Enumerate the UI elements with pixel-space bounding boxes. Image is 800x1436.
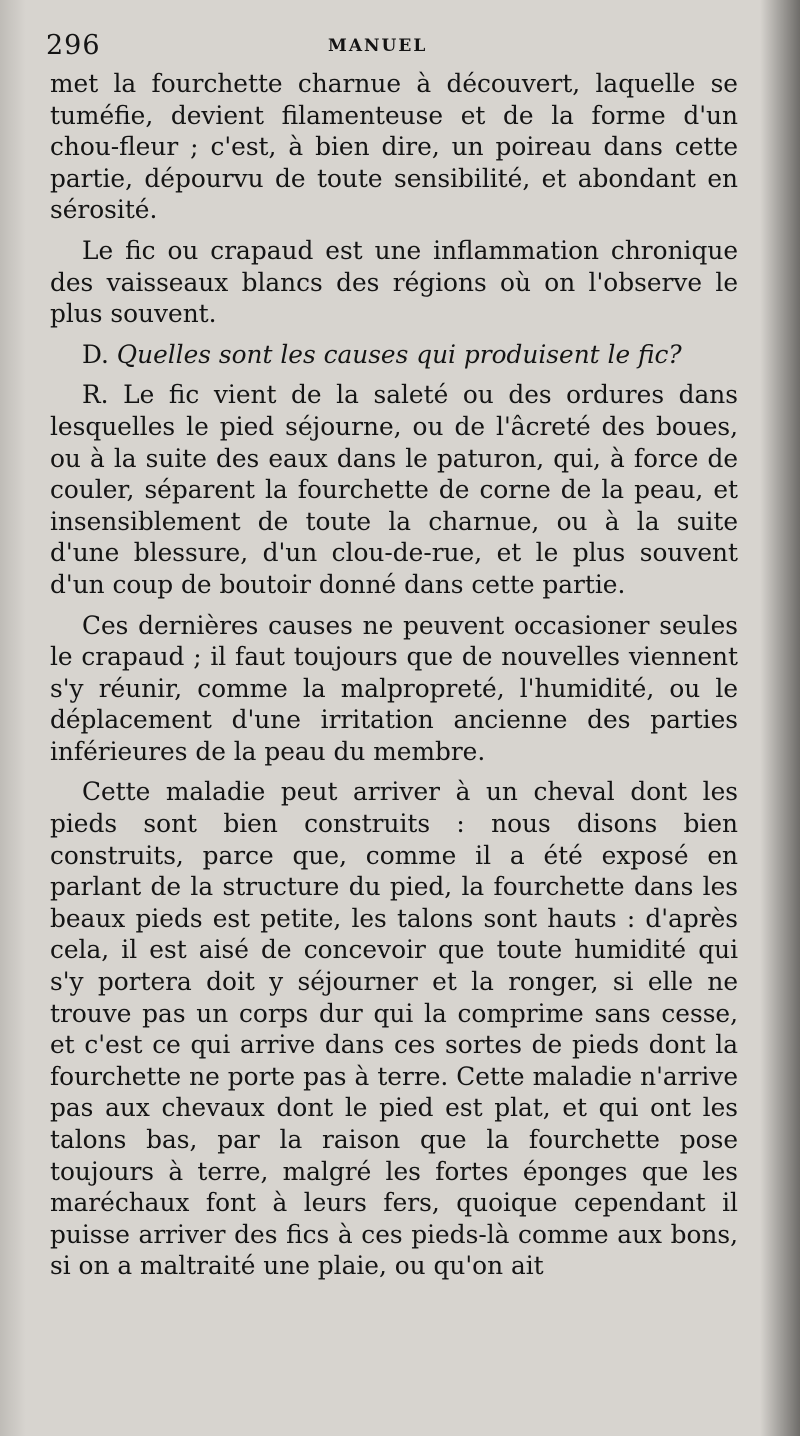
page-header: [46, 30, 436, 64]
page-number: 296: [46, 30, 101, 61]
paragraph-definition: Le fic ou crapaud est une inflammation chronique des vaisseaux blancs des régions où on l'observe le plus souvent.: [50, 235, 738, 329]
paragraph-continuation: met la fourchette charnue à découvert, laquelle se tuméfie, devient filamenteuse et de la forme d'un chou-fleur ; c'est, à bien dire, un poireau dans cette partie, dépourvu de toute sensibilité, et abondant en sérosité.: [50, 69, 738, 225]
paragraph-horse: Cette maladie peut arriver à un cheval dont les pieds sont bien construits : nous disons bien construits, parce que, comme il a été exposé en parlant de la structure du pied, la fourchette dans les beaux pieds est petite, les talons sont hauts : d'après cela, il est aisé de concevoir que toute humidité qui s'y portera doit y séjourner et la ronger, si elle ne trouve pas un corps dur qui la comprime sans cesse, et c'est ce qui arrive dans ces sortes de pieds dont la fourchette ne porte pas à terre. Cette maladie n'arrive pas aux chevaux dont le pied est plat, et qui ont les talons bas, par la raison que la fourchette pose toujours à terre, malgré les fortes éponges que les maréchaux font à leurs fers, quoique cependant il puisse arriver des fics à ces pieds-là comme aux bons, si on a maltraité une plaie, ou qu'on ait: [50, 777, 738, 1281]
running-head: MANUEL: [328, 36, 428, 56]
answer-text: Le fic vient de la saleté ou des ordures dans lesquelles le pied séjourne, ou de l'âcreté des boues, ou à la suite des eaux dans le paturon, qui, à force de couler, séparent la fourchette de corne de la peau, et insensiblement de toute la charnue, ou à la suite d'une blessure, d'un clou-de-rue, et le plus souvent d'un coup de boutoir donné dans cette partie.: [50, 380, 739, 599]
paragraph-causes: Ces dernières causes ne peuvent occasioner seules le crapaud ; il faut toujours que de nouvelles viennent s'y réunir, comme la malpropreté, l'humidité, ou le déplacement d'une irritation ancienne des parties inférieures de la peau du membre.: [50, 610, 738, 766]
question-text: Quelles sont les causes qui produisent le fic?: [116, 339, 682, 369]
answer-label: R.: [82, 380, 124, 410]
question: [50, 339, 738, 371]
question-label: D.: [82, 339, 117, 369]
body-text: [50, 68, 738, 1282]
answer: [50, 379, 738, 600]
